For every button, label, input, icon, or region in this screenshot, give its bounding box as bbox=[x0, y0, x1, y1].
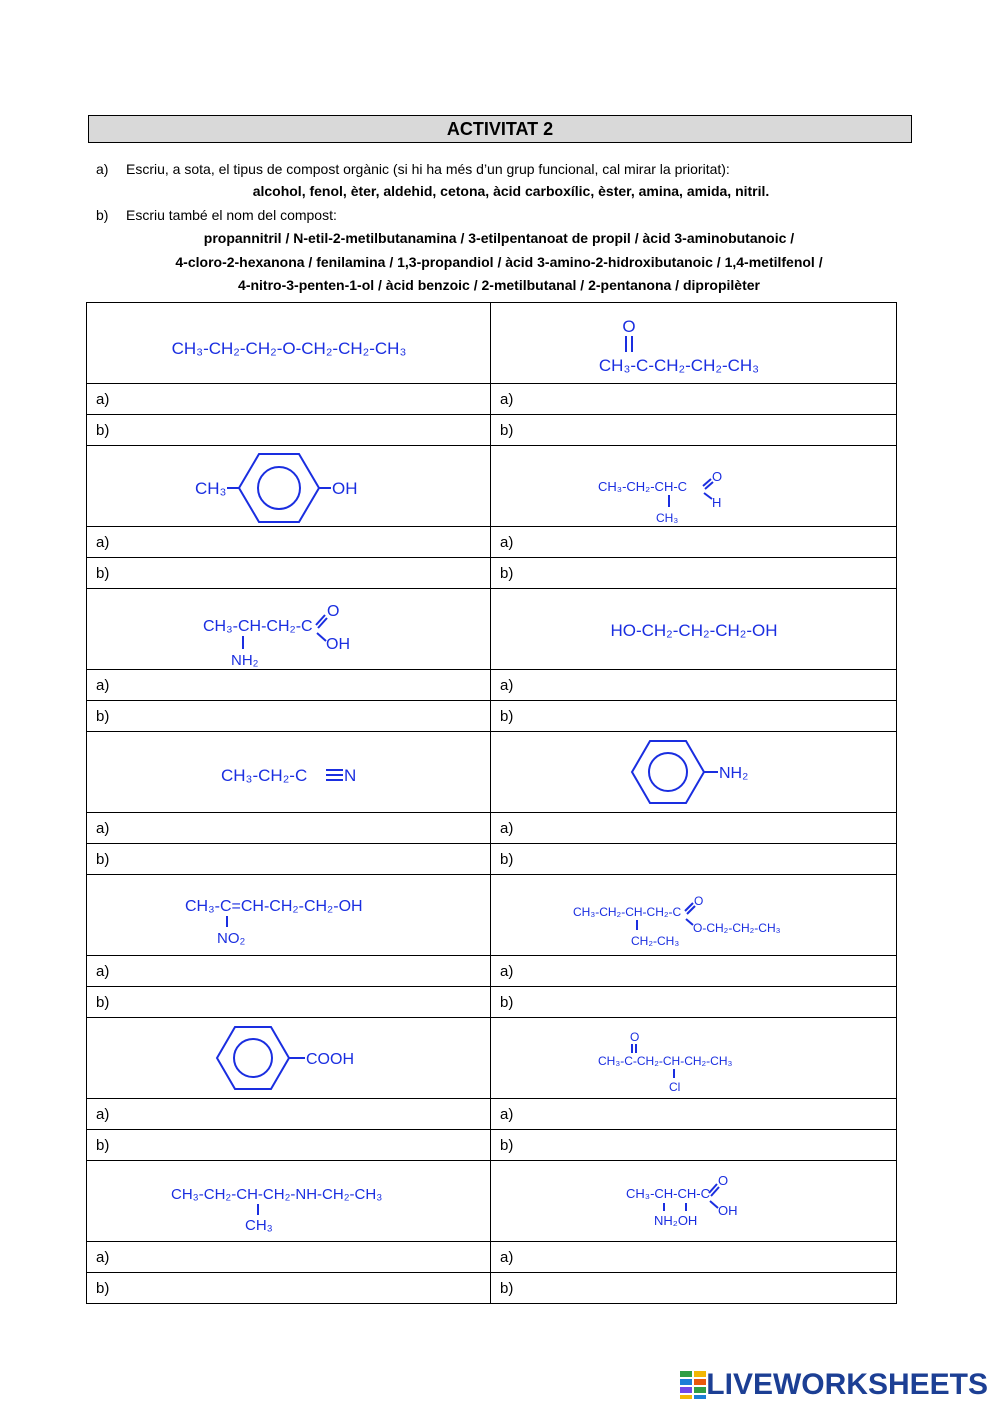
instruction-a-text: Escriu, a sota, el tipus de compost orgànic (si hi ha més d’un grup funcional, cal mirar la prioritat): bbox=[126, 161, 730, 177]
formula-text: CH₃-CH₂-CH-CH₂-C bbox=[572, 905, 681, 919]
answer-b-8[interactable]: b) bbox=[491, 844, 897, 875]
answer-a-13[interactable]: a) bbox=[87, 1242, 491, 1273]
hydroxyl-text: OH bbox=[331, 479, 357, 498]
structure-3-aminobutanoic-acid bbox=[189, 591, 389, 667]
answer-a-1[interactable]: a) bbox=[87, 384, 491, 415]
compounds-table bbox=[86, 302, 897, 1304]
answer-a-3[interactable]: a) bbox=[87, 527, 491, 558]
compound-names-line-1: propannitril / N-etil-2-metilbutanamina / 3-etilpentanoat de propil / àcid 3-aminobutanoic / bbox=[203, 230, 795, 246]
compound-names-line-2: 4-cloro-2-hexanona / fenilamina / 1,3-propandiol / àcid 3-amino-2-hidroxibutanoic / 1,4-metilfenol / bbox=[175, 254, 823, 270]
structure-methylphenol bbox=[189, 448, 389, 524]
structure-benzoic-acid bbox=[189, 1020, 389, 1096]
substituent-text: CH₂-CH₃ bbox=[630, 934, 679, 948]
instruction-a-label: a) bbox=[96, 161, 109, 177]
liveworksheets-logo-icon bbox=[680, 1371, 706, 1399]
structure-cell-10 bbox=[491, 875, 897, 956]
structure-cell-7 bbox=[87, 732, 491, 813]
oxygen-text: O bbox=[326, 603, 339, 620]
structure-cell-13 bbox=[87, 1161, 491, 1242]
liveworksheets-logo[interactable] bbox=[680, 1368, 988, 1402]
structure-2-methylbutanal bbox=[594, 449, 794, 523]
structure-cell-3 bbox=[87, 446, 491, 527]
answer-b-9[interactable]: b) bbox=[87, 987, 491, 1018]
hydroxyl-text: OH bbox=[325, 636, 350, 653]
compound-names-line-3: 4-nitro-3-penten-1-ol / àcid benzoic / 2-metilbutanal / 2-pentanona / dipropilèter bbox=[238, 277, 760, 293]
methyl-text: CH₃ bbox=[194, 479, 226, 498]
structure-phenylamine bbox=[594, 734, 794, 810]
answer-a-14[interactable]: a) bbox=[491, 1242, 897, 1273]
carboxyl-text: COOH bbox=[305, 1051, 354, 1068]
structure-propyl-3-ethylpentanoate bbox=[569, 878, 819, 952]
oxygen-text: O bbox=[711, 469, 722, 484]
structure-cell-9 bbox=[87, 875, 491, 956]
answer-b-10[interactable]: b) bbox=[491, 987, 897, 1018]
oxygen-text: O bbox=[717, 1173, 728, 1188]
substituent-text: CH₃ bbox=[244, 1217, 273, 1234]
structure-cell-4 bbox=[491, 446, 897, 527]
benzene-ring-icon bbox=[217, 1027, 289, 1089]
formula-text: CH₃-CH-CH₂-C bbox=[202, 618, 313, 635]
formula-text: CH₃-CH-CH-C bbox=[625, 1186, 710, 1201]
amino-text: NH₂ bbox=[230, 652, 258, 667]
formula-text: CH₃-CH₂-CH-CH₂-NH-CH₂-CH₃ bbox=[170, 1186, 382, 1203]
answer-b-5[interactable]: b) bbox=[87, 701, 491, 732]
hydrogen-text: H bbox=[711, 495, 721, 510]
formula-text: CH₃-CH₂-C bbox=[220, 766, 307, 785]
instruction-b bbox=[96, 206, 916, 226]
structure-propanenitrile bbox=[189, 737, 389, 807]
answer-b-2[interactable]: b) bbox=[491, 415, 897, 446]
formula-text: CH₃-C=CH-CH₂-CH₂-OH bbox=[184, 898, 363, 915]
answer-a-12[interactable]: a) bbox=[491, 1099, 897, 1130]
formula-text: HO-CH₂-CH₂-CH₂-OH bbox=[609, 621, 778, 640]
formula-text: CH₃-C-CH₂-CH-CH₂-CH₃ bbox=[597, 1054, 732, 1068]
answer-b-6[interactable]: b) bbox=[491, 701, 897, 732]
structure-cell-1 bbox=[87, 303, 491, 384]
nitrogen-text: N bbox=[343, 766, 356, 785]
substituent-text: CH₃ bbox=[655, 511, 678, 523]
structure-cell-11 bbox=[87, 1018, 491, 1099]
instruction-a bbox=[96, 160, 916, 180]
instruction-b-label: b) bbox=[96, 207, 109, 223]
amino-text: NH₂ bbox=[718, 765, 748, 782]
answer-a-9[interactable]: a) bbox=[87, 956, 491, 987]
answer-b-13[interactable]: b) bbox=[87, 1273, 491, 1304]
structure-cell-5 bbox=[87, 589, 491, 670]
answer-b-11[interactable]: b) bbox=[87, 1130, 491, 1161]
structure-cell-8 bbox=[491, 732, 897, 813]
structure-cell-6 bbox=[491, 589, 897, 670]
hydroxyl-text: OH bbox=[717, 1203, 737, 1218]
answer-a-2[interactable]: a) bbox=[491, 384, 897, 415]
substituents-text: NH₂OH bbox=[653, 1213, 697, 1228]
answer-a-6[interactable]: a) bbox=[491, 670, 897, 701]
activity-title: ACTIVITAT 2 bbox=[88, 115, 912, 143]
structure-4-chloro-2-hexanone bbox=[594, 1020, 794, 1096]
answer-b-4[interactable]: b) bbox=[491, 558, 897, 589]
answer-b-3[interactable]: b) bbox=[87, 558, 491, 589]
benzene-ring-icon bbox=[239, 454, 319, 522]
formula-text: CH₃-CH₂-CH₂-O-CH₂-CH₂-CH₃ bbox=[171, 339, 406, 358]
nitro-text: NO₂ bbox=[216, 930, 245, 947]
instruction-b-text: Escriu també el nom del compost: bbox=[126, 207, 337, 223]
structure-4-nitro-3-penten-1-ol bbox=[179, 877, 399, 953]
structure-3-amino-2-hydroxybutanoic-acid bbox=[594, 1163, 794, 1239]
compound-types-list: alcohol, fenol, èter, aldehid, cetona, àcid carboxílic, èster, amina, amida, nitril. bbox=[252, 183, 770, 199]
answer-b-7[interactable]: b) bbox=[87, 844, 491, 875]
ester-chain-text: O-CH₂-CH₂-CH₃ bbox=[692, 921, 781, 935]
benzene-ring-icon bbox=[632, 741, 704, 803]
chlorine-text: Cl bbox=[668, 1080, 680, 1094]
oxygen-text: O bbox=[693, 894, 703, 908]
answer-a-7[interactable]: a) bbox=[87, 813, 491, 844]
structure-dipropyl-ether bbox=[139, 308, 439, 378]
answer-b-14[interactable]: b) bbox=[491, 1273, 897, 1304]
oxygen-text: O bbox=[621, 317, 636, 336]
answer-b-12[interactable]: b) bbox=[491, 1130, 897, 1161]
answer-a-10[interactable]: a) bbox=[491, 956, 897, 987]
structure-n-ethyl-2-methylbutanamine bbox=[159, 1163, 419, 1239]
answer-b-1[interactable]: b) bbox=[87, 415, 491, 446]
answer-a-11[interactable]: a) bbox=[87, 1099, 491, 1130]
structure-1-3-propanediol bbox=[564, 594, 824, 664]
answer-a-4[interactable]: a) bbox=[491, 527, 897, 558]
answer-a-8[interactable]: a) bbox=[491, 813, 897, 844]
structure-cell-12 bbox=[491, 1018, 897, 1099]
structure-cell-14 bbox=[491, 1161, 897, 1242]
answer-a-5[interactable]: a) bbox=[87, 670, 491, 701]
formula-text: CH₃-C-CH₂-CH₂-CH₃ bbox=[598, 356, 759, 375]
formula-text: CH₃-CH₂-CH-C bbox=[597, 479, 687, 494]
oxygen-text: O bbox=[629, 1030, 639, 1044]
structure-2-pentanone bbox=[564, 306, 824, 380]
structure-cell-2 bbox=[491, 303, 897, 384]
logo-text: LIVEWORKSHEETS bbox=[706, 1368, 988, 1401]
